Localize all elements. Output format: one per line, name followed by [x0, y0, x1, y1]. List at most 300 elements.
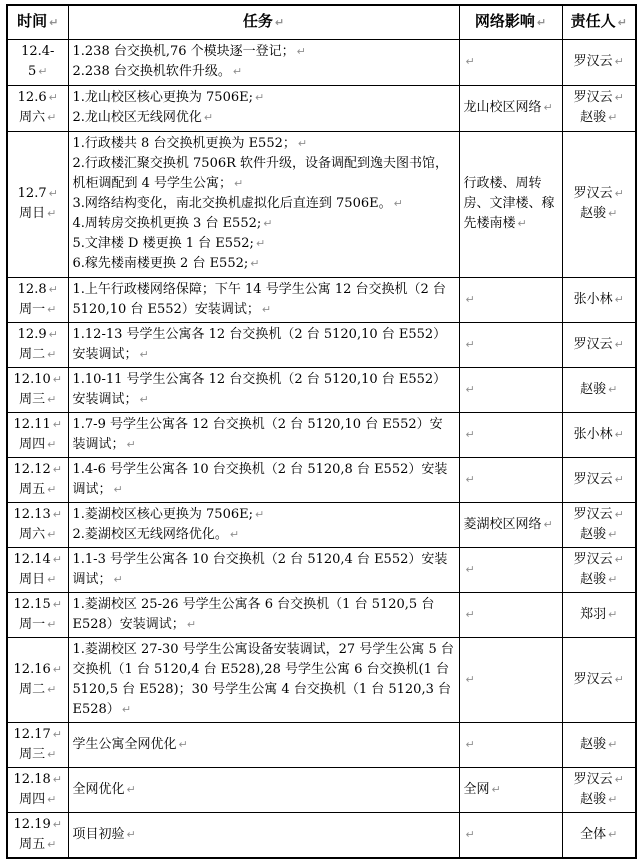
weekday-text	[12, 525, 64, 545]
table-row	[7, 547, 636, 592]
task-line	[73, 42, 455, 62]
date-text-text: 12.19	[13, 816, 51, 832]
paragraph-mark: ↵	[614, 337, 624, 351]
paragraph-mark: ↵	[274, 16, 285, 30]
paragraph-mark: ↵	[608, 527, 618, 541]
paragraph-mark: ↵	[52, 372, 62, 386]
owner-cell	[562, 767, 636, 812]
owner-name	[567, 470, 632, 490]
task-line-text: 1.238 台交换机,76 个模块逐一登记；	[72, 44, 295, 59]
network-impact-cell	[459, 367, 562, 412]
paragraph-mark: ↵	[178, 737, 188, 751]
task-cell	[68, 367, 459, 412]
paragraph-mark: ↵	[465, 607, 475, 621]
task-line-text: 2.238 台交换机软件升级。	[72, 64, 231, 79]
paragraph-mark: ↵	[47, 437, 57, 451]
paragraph-mark: ↵	[250, 257, 260, 270]
impact-line	[464, 515, 558, 535]
network-impact-cell	[459, 131, 562, 277]
owner-name-text: 罗汉云	[573, 186, 613, 201]
owner-cell	[562, 367, 636, 412]
task-cell	[68, 592, 459, 637]
time-cell	[7, 592, 68, 637]
task-cell	[68, 39, 459, 85]
table-row	[7, 812, 636, 858]
task-line	[73, 370, 455, 410]
paragraph-mark: ↵	[608, 792, 618, 806]
task-cell	[68, 85, 459, 131]
task-line	[73, 134, 455, 154]
weekday-text-text: 周一	[19, 301, 46, 317]
col-header-task	[68, 5, 459, 39]
time-cell	[7, 457, 68, 502]
task-line	[73, 88, 455, 108]
paragraph-mark: ↵	[255, 237, 266, 250]
owner-cell	[562, 85, 636, 131]
weekday-text	[12, 615, 64, 635]
paragraph-mark: ↵	[47, 392, 57, 406]
owner-name	[567, 335, 632, 355]
owner-name	[567, 770, 632, 790]
task-line	[73, 280, 455, 320]
time-cell	[7, 85, 68, 131]
paragraph-mark: ↵	[48, 187, 58, 200]
weekday-text	[12, 680, 64, 700]
date-text	[12, 415, 64, 435]
time-cell	[7, 547, 68, 592]
paragraph-mark: ↵	[47, 527, 57, 541]
paragraph-mark: ↵	[465, 55, 475, 68]
owner-name	[567, 52, 632, 72]
owner-name-text: 赵骏	[580, 526, 607, 542]
task-cell	[68, 812, 459, 858]
task-line-text: 学生公寓全网优化	[72, 736, 177, 752]
owner-name	[567, 570, 632, 590]
task-line-text: 3.网络结构变化，南北交换机虚拟化后直连到 7506E。	[72, 196, 392, 211]
paragraph-mark: ↵	[491, 782, 501, 796]
task-line	[73, 108, 455, 128]
paragraph-mark: ↵	[614, 672, 624, 686]
owner-name-text: 张小林	[573, 291, 613, 307]
network-impact-cell	[459, 412, 562, 457]
table-row	[7, 39, 636, 85]
weekday-text-text: 周六	[19, 110, 46, 125]
task-line	[73, 154, 455, 194]
date-text-text: 12.17	[13, 726, 51, 742]
time-cell	[7, 722, 68, 767]
task-line	[73, 735, 455, 755]
paragraph-mark: ↵	[113, 572, 123, 586]
date-text	[12, 770, 64, 790]
paragraph-mark: ↵	[614, 472, 624, 486]
owner-cell	[562, 722, 636, 767]
date-text-text: 12.14	[13, 551, 51, 567]
paragraph-mark: ↵	[263, 217, 273, 230]
col-header-owner	[562, 5, 636, 39]
date-text	[12, 725, 64, 745]
weekday-text	[12, 790, 64, 810]
impact-line	[464, 174, 558, 234]
task-line	[73, 505, 455, 525]
owner-name	[567, 505, 632, 525]
paragraph-mark: ↵	[126, 827, 136, 841]
task-cell	[68, 547, 459, 592]
table-row	[7, 592, 636, 637]
weekday-text	[12, 108, 64, 128]
paragraph-mark: ↵	[52, 727, 62, 741]
date-text	[12, 370, 64, 390]
task-line	[73, 325, 455, 365]
col-header-task-label: 任务	[242, 12, 273, 31]
paragraph-mark: ↵	[229, 527, 240, 541]
paragraph-mark: ↵	[47, 302, 57, 316]
owner-name	[567, 825, 632, 845]
paragraph-mark: ↵	[614, 91, 624, 104]
weekday-text-text: 周二	[19, 346, 46, 362]
task-line	[73, 254, 455, 274]
paragraph-mark: ↵	[296, 45, 306, 58]
date-text-text: 12.18	[13, 771, 51, 787]
task-line	[73, 640, 455, 720]
owner-cell	[562, 812, 636, 858]
task-line-text: 1.12-13 号学生公寓各 12 台交换机（2 台 5120,10 台 E552）安装调试；	[72, 326, 447, 362]
date-text-text: 12.11	[13, 416, 51, 432]
task-line-text: 1.上午行政楼网络保障；下午 14 号学生公寓 12 台交换机（2 台 5120,10 台 E552）安装调试；	[72, 281, 446, 317]
task-line-text: 1.龙山校区核心更换为 7506E;	[72, 90, 253, 105]
owner-name-text: 赵骏	[580, 571, 607, 587]
table-row	[7, 767, 636, 812]
table-row	[7, 637, 636, 722]
owner-cell	[562, 412, 636, 457]
owner-name	[567, 204, 632, 224]
task-cell	[68, 767, 459, 812]
date-text-text: 12.16	[13, 661, 51, 677]
owner-name	[567, 184, 632, 204]
paragraph-mark: ↵	[186, 617, 197, 631]
paragraph-mark: ↵	[614, 187, 624, 200]
owner-name-text: 赵骏	[580, 381, 607, 397]
paragraph-mark: ↵	[465, 562, 475, 576]
paragraph-mark: ↵	[52, 552, 62, 566]
time-cell	[7, 277, 68, 322]
paragraph-mark: ↵	[393, 197, 403, 210]
date-text	[12, 595, 64, 615]
weekday-text-text: 周二	[19, 681, 46, 697]
time-cell	[7, 322, 68, 367]
paragraph-mark: ↵	[297, 137, 308, 150]
weekday-text-text: 周三	[19, 391, 46, 407]
owner-name-text: 罗汉云	[573, 771, 613, 787]
date-text	[12, 42, 64, 82]
weekday-text-text: 周五	[19, 836, 46, 852]
impact-line-text: 行政楼、周转房、文津楼、稼先楼南楼	[463, 176, 555, 231]
owner-name-text: 郑羽	[580, 606, 607, 622]
task-line	[73, 780, 455, 800]
task-line	[73, 214, 455, 234]
time-cell	[7, 39, 68, 85]
paragraph-mark: ↵	[614, 552, 624, 566]
paragraph-mark: ↵	[465, 827, 475, 841]
owner-name-text: 罗汉云	[573, 671, 613, 687]
owner-cell	[562, 39, 636, 85]
impact-line	[464, 98, 558, 118]
owner-cell	[562, 131, 636, 277]
task-line-text: 全网优化	[72, 781, 125, 797]
paragraph-mark: ↵	[121, 702, 132, 716]
task-cell	[68, 277, 459, 322]
owner-name	[567, 425, 632, 445]
owner-name-text: 罗汉云	[573, 551, 613, 567]
paragraph-mark: ↵	[52, 772, 62, 786]
weekday-text-text: 周日	[19, 206, 46, 221]
paragraph-mark: ↵	[608, 382, 618, 396]
owner-name-text: 赵骏	[580, 110, 607, 125]
paragraph-mark: ↵	[47, 747, 57, 761]
owner-cell	[562, 547, 636, 592]
task-line-text: 5.文津楼 D 楼更换 1 台 E552;	[72, 236, 254, 251]
date-text	[12, 184, 64, 204]
table-row	[7, 322, 636, 367]
date-text-text: 12.10	[13, 371, 51, 387]
paragraph-mark: ↵	[614, 292, 624, 306]
paragraph-mark: ↵	[52, 817, 62, 831]
paragraph-mark: ↵	[48, 91, 58, 104]
task-line-text: 项目初验	[72, 826, 125, 842]
paragraph-mark: ↵	[465, 292, 475, 306]
paragraph-mark: ↵	[465, 427, 475, 441]
network-impact-cell	[459, 502, 562, 547]
table-row	[7, 131, 636, 277]
paragraph-mark: ↵	[47, 347, 57, 361]
weekday-text	[12, 835, 64, 855]
owner-name	[567, 790, 632, 810]
paragraph-mark: ↵	[47, 572, 57, 586]
weekday-text-text: 周四	[19, 436, 46, 452]
weekday-text-text: 周六	[19, 526, 46, 542]
date-text-text: 12.7	[17, 186, 47, 201]
col-header-owner-label: 责任人	[570, 12, 616, 31]
paragraph-mark: ↵	[617, 16, 627, 30]
schedule-table	[6, 4, 637, 859]
paragraph-mark: ↵	[52, 662, 62, 676]
paragraph-mark: ↵	[203, 111, 214, 124]
paragraph-mark: ↵	[47, 482, 57, 496]
task-line-text: 1.菱湖校区核心更换为 7506E;	[72, 506, 253, 522]
time-cell	[7, 367, 68, 412]
owner-name	[567, 550, 632, 570]
owner-cell	[562, 502, 636, 547]
task-cell	[68, 131, 459, 277]
task-cell	[68, 502, 459, 547]
col-header-network-impact-label: 网络影响	[474, 12, 535, 31]
task-line-text: 1.1-3 号学生公寓各 10 台交换机（2 台 5120,4 台 E552）安装调试；	[72, 551, 448, 587]
weekday-text-text: 周日	[19, 571, 46, 587]
table-header-row	[7, 5, 636, 39]
paragraph-mark: ↵	[261, 302, 272, 316]
paragraph-mark: ↵	[614, 507, 624, 521]
paragraph-mark: ↵	[234, 177, 244, 190]
weekday-text-text: 周一	[19, 616, 46, 632]
date-text	[12, 280, 64, 300]
owner-name	[567, 290, 632, 310]
owner-cell	[562, 457, 636, 502]
date-text	[12, 505, 64, 525]
owner-name-text: 赵骏	[580, 791, 607, 807]
network-impact-cell	[459, 812, 562, 858]
paragraph-mark: ↵	[139, 347, 149, 361]
owner-name-text: 全体	[580, 826, 607, 842]
owner-cell	[562, 592, 636, 637]
time-cell	[7, 767, 68, 812]
date-text	[12, 550, 64, 570]
paragraph-mark: ↵	[47, 207, 57, 220]
weekday-text-text: 周三	[19, 746, 46, 762]
table-row	[7, 85, 636, 131]
task-line-text: 1.菱湖校区 25-26 号学生公寓各 6 台交换机（1 台 5120,5 台 E528）安装调试；	[72, 596, 435, 632]
owner-name	[567, 380, 632, 400]
date-text	[12, 88, 64, 108]
paragraph-mark: ↵	[465, 737, 475, 751]
date-text	[12, 460, 64, 480]
paragraph-mark: ↵	[47, 792, 57, 806]
weekday-text	[12, 480, 64, 500]
paragraph-mark: ↵	[465, 337, 475, 351]
task-line	[73, 415, 455, 455]
network-impact-cell	[459, 637, 562, 722]
impact-line-text: 龙山校区网络	[463, 100, 542, 115]
weekday-text	[12, 300, 64, 320]
date-text-text: 12.12	[13, 461, 51, 477]
col-header-time-label: 时间	[17, 12, 48, 31]
owner-name-text: 罗汉云	[573, 54, 613, 69]
date-text-text: 12.4-5	[21, 44, 55, 79]
paragraph-mark: ↵	[608, 572, 618, 586]
paragraph-mark: ↵	[465, 472, 475, 486]
task-line-text: 1.4-6 号学生公寓各 10 台交换机（2 台 5120,8 台 E552）安装调试；	[72, 461, 448, 497]
paragraph-mark: ↵	[465, 672, 475, 686]
col-header-time	[7, 5, 68, 39]
impact-line	[464, 780, 558, 800]
date-text	[12, 325, 64, 345]
weekday-text	[12, 345, 64, 365]
table-row	[7, 367, 636, 412]
paragraph-mark: ↵	[126, 437, 136, 451]
weekday-text	[12, 390, 64, 410]
owner-name	[567, 108, 632, 128]
owner-name-text: 罗汉云	[573, 506, 613, 522]
weekday-text	[12, 435, 64, 455]
paragraph-mark: ↵	[608, 111, 618, 124]
table-row	[7, 722, 636, 767]
task-line	[73, 460, 455, 500]
time-cell	[7, 412, 68, 457]
paragraph-mark: ↵	[139, 392, 149, 406]
owner-name-text: 罗汉云	[573, 336, 613, 352]
paragraph-mark: ↵	[47, 111, 57, 124]
weekday-text-text: 周四	[19, 791, 46, 807]
table-row	[7, 502, 636, 547]
paragraph-mark: ↵	[232, 65, 243, 78]
network-impact-cell	[459, 39, 562, 85]
paragraph-mark: ↵	[465, 382, 475, 396]
network-impact-cell	[459, 457, 562, 502]
owner-name-text: 张小林	[573, 426, 613, 442]
network-impact-cell	[459, 85, 562, 131]
paragraph-mark: ↵	[543, 101, 553, 114]
paragraph-mark: ↵	[608, 827, 618, 841]
paragraph-mark: ↵	[614, 55, 624, 68]
table-row	[7, 277, 636, 322]
paragraph-mark: ↵	[543, 517, 553, 531]
task-line	[73, 825, 455, 845]
owner-name	[567, 525, 632, 545]
owner-name	[567, 735, 632, 755]
paragraph-mark: ↵	[47, 682, 57, 696]
paragraph-mark: ↵	[49, 16, 59, 30]
paragraph-mark: ↵	[52, 597, 62, 611]
date-text	[12, 815, 64, 835]
paragraph-mark: ↵	[255, 507, 265, 521]
weekday-text-text: 周五	[19, 481, 46, 497]
time-cell	[7, 637, 68, 722]
weekday-text	[12, 570, 64, 590]
network-impact-cell	[459, 547, 562, 592]
owner-name	[567, 88, 632, 108]
paragraph-mark: ↵	[38, 65, 48, 78]
paragraph-mark: ↵	[536, 16, 547, 30]
owner-name-text: 罗汉云	[573, 471, 613, 487]
table-row	[7, 457, 636, 502]
time-cell	[7, 812, 68, 858]
date-text-text: 12.9	[17, 326, 47, 342]
paragraph-mark: ↵	[113, 482, 123, 496]
task-cell	[68, 722, 459, 767]
date-text-text: 12.8	[17, 281, 47, 297]
task-line	[73, 525, 455, 545]
owner-cell	[562, 322, 636, 367]
task-line	[73, 62, 455, 82]
time-cell	[7, 502, 68, 547]
paragraph-mark: ↵	[48, 327, 58, 341]
task-cell	[68, 412, 459, 457]
task-cell	[68, 457, 459, 502]
owner-cell	[562, 637, 636, 722]
date-text	[12, 660, 64, 680]
owner-cell	[562, 277, 636, 322]
owner-name-text: 罗汉云	[573, 90, 613, 105]
paragraph-mark: ↵	[608, 607, 618, 621]
time-cell	[7, 131, 68, 277]
owner-name	[567, 670, 632, 690]
weekday-text	[12, 745, 64, 765]
task-line	[73, 234, 455, 254]
impact-line-text: 菱湖校区网络	[463, 516, 542, 532]
paragraph-mark: ↵	[52, 417, 62, 431]
date-text-text: 12.6	[17, 90, 47, 105]
paragraph-mark: ↵	[614, 772, 624, 786]
paragraph-mark: ↵	[47, 617, 57, 631]
col-header-network-impact	[459, 5, 562, 39]
task-cell	[68, 637, 459, 722]
owner-name	[567, 605, 632, 625]
task-line-text: 1.7-9 号学生公寓各 12 台交换机（2 台 5120,10 台 E552）安装调试；	[72, 416, 443, 452]
task-line-text: 1.菱湖校区 27-30 号学生公寓设备安装调试，27 号学生公寓 5 台交换机（1 台 5120,4 台 E528),28 号学生公寓 6 台交换机(1 台 5120,5 台 E528)；30 号学生公寓 4 台交换机（1 台 5120,3 台 E528）	[72, 641, 454, 717]
task-line	[73, 595, 455, 635]
paragraph-mark: ↵	[255, 91, 265, 104]
task-line-text: 1.行政楼共 8 台交换机更换为 E552；	[72, 136, 296, 151]
network-impact-cell	[459, 322, 562, 367]
table-row	[7, 412, 636, 457]
